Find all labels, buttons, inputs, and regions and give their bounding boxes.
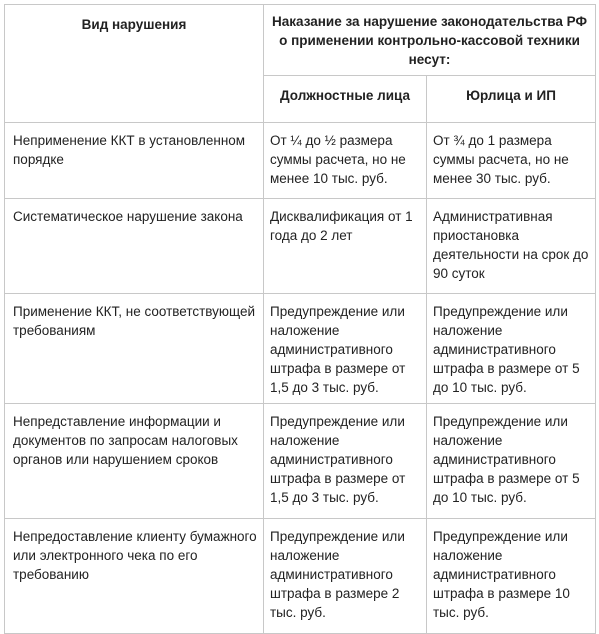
cell-violation: Непредоставление клиенту бумажного или электронного чека по его требованию: [5, 519, 264, 634]
cell-legal-entities: От ¾ до 1 размера суммы расчета, но не менее 30 тыс. руб.: [427, 123, 596, 199]
table-row: [5, 123, 596, 199]
cell-violation: Непредставление информации и документов по запросам налоговых органов или нарушением сроков: [5, 404, 264, 519]
table-row: [5, 519, 596, 634]
cell-violation: Применение ККТ, не соответствующей требованиям: [5, 294, 264, 404]
header-violation-type: Вид нарушения: [5, 5, 264, 123]
cell-officials: Предупреждение или наложение административного штрафа в размере от 1,5 до 3 тыс. руб.: [264, 294, 427, 404]
header-row: [5, 5, 596, 76]
cell-officials: Дисквалификация от 1 года до 2 лет: [264, 199, 427, 294]
table-row: [5, 294, 596, 404]
cell-officials: Предупреждение или наложение административного штрафа в размере от 1,5 до 3 тыс. руб.: [264, 404, 427, 519]
cell-legal-entities: Предупреждение или наложение административного штрафа в размере от 5 до 10 тыс. руб.: [427, 294, 596, 404]
header-legal-entities: Юрлица и ИП: [427, 76, 596, 123]
cell-officials: Предупреждение или наложение административного штрафа в размере 2 тыс. руб.: [264, 519, 427, 634]
table-row: [5, 199, 596, 294]
cell-violation: Систематическое нарушение закона: [5, 199, 264, 294]
cell-legal-entities: Предупреждение или наложение административного штрафа в размере 10 тыс. руб.: [427, 519, 596, 634]
header-penalty: Наказание за нарушение законодательства РФ о применении контрольно-кассовой техники несут:: [264, 5, 596, 76]
cell-legal-entities: Предупреждение или наложение административного штрафа в размере от 5 до 10 тыс. руб.: [427, 404, 596, 519]
cell-legal-entities: Административная приостановка деятельности на срок до 90 суток: [427, 199, 596, 294]
cell-violation: Неприменение ККТ в установленном порядке: [5, 123, 264, 199]
header-officials: Должностные лица: [264, 76, 427, 123]
table-row: [5, 404, 596, 519]
penalties-table: [4, 4, 596, 634]
table-header: [5, 5, 596, 123]
table-body: [5, 123, 596, 634]
cell-officials: От ¼ до ½ размера суммы расчета, но не менее 10 тыс. руб.: [264, 123, 427, 199]
